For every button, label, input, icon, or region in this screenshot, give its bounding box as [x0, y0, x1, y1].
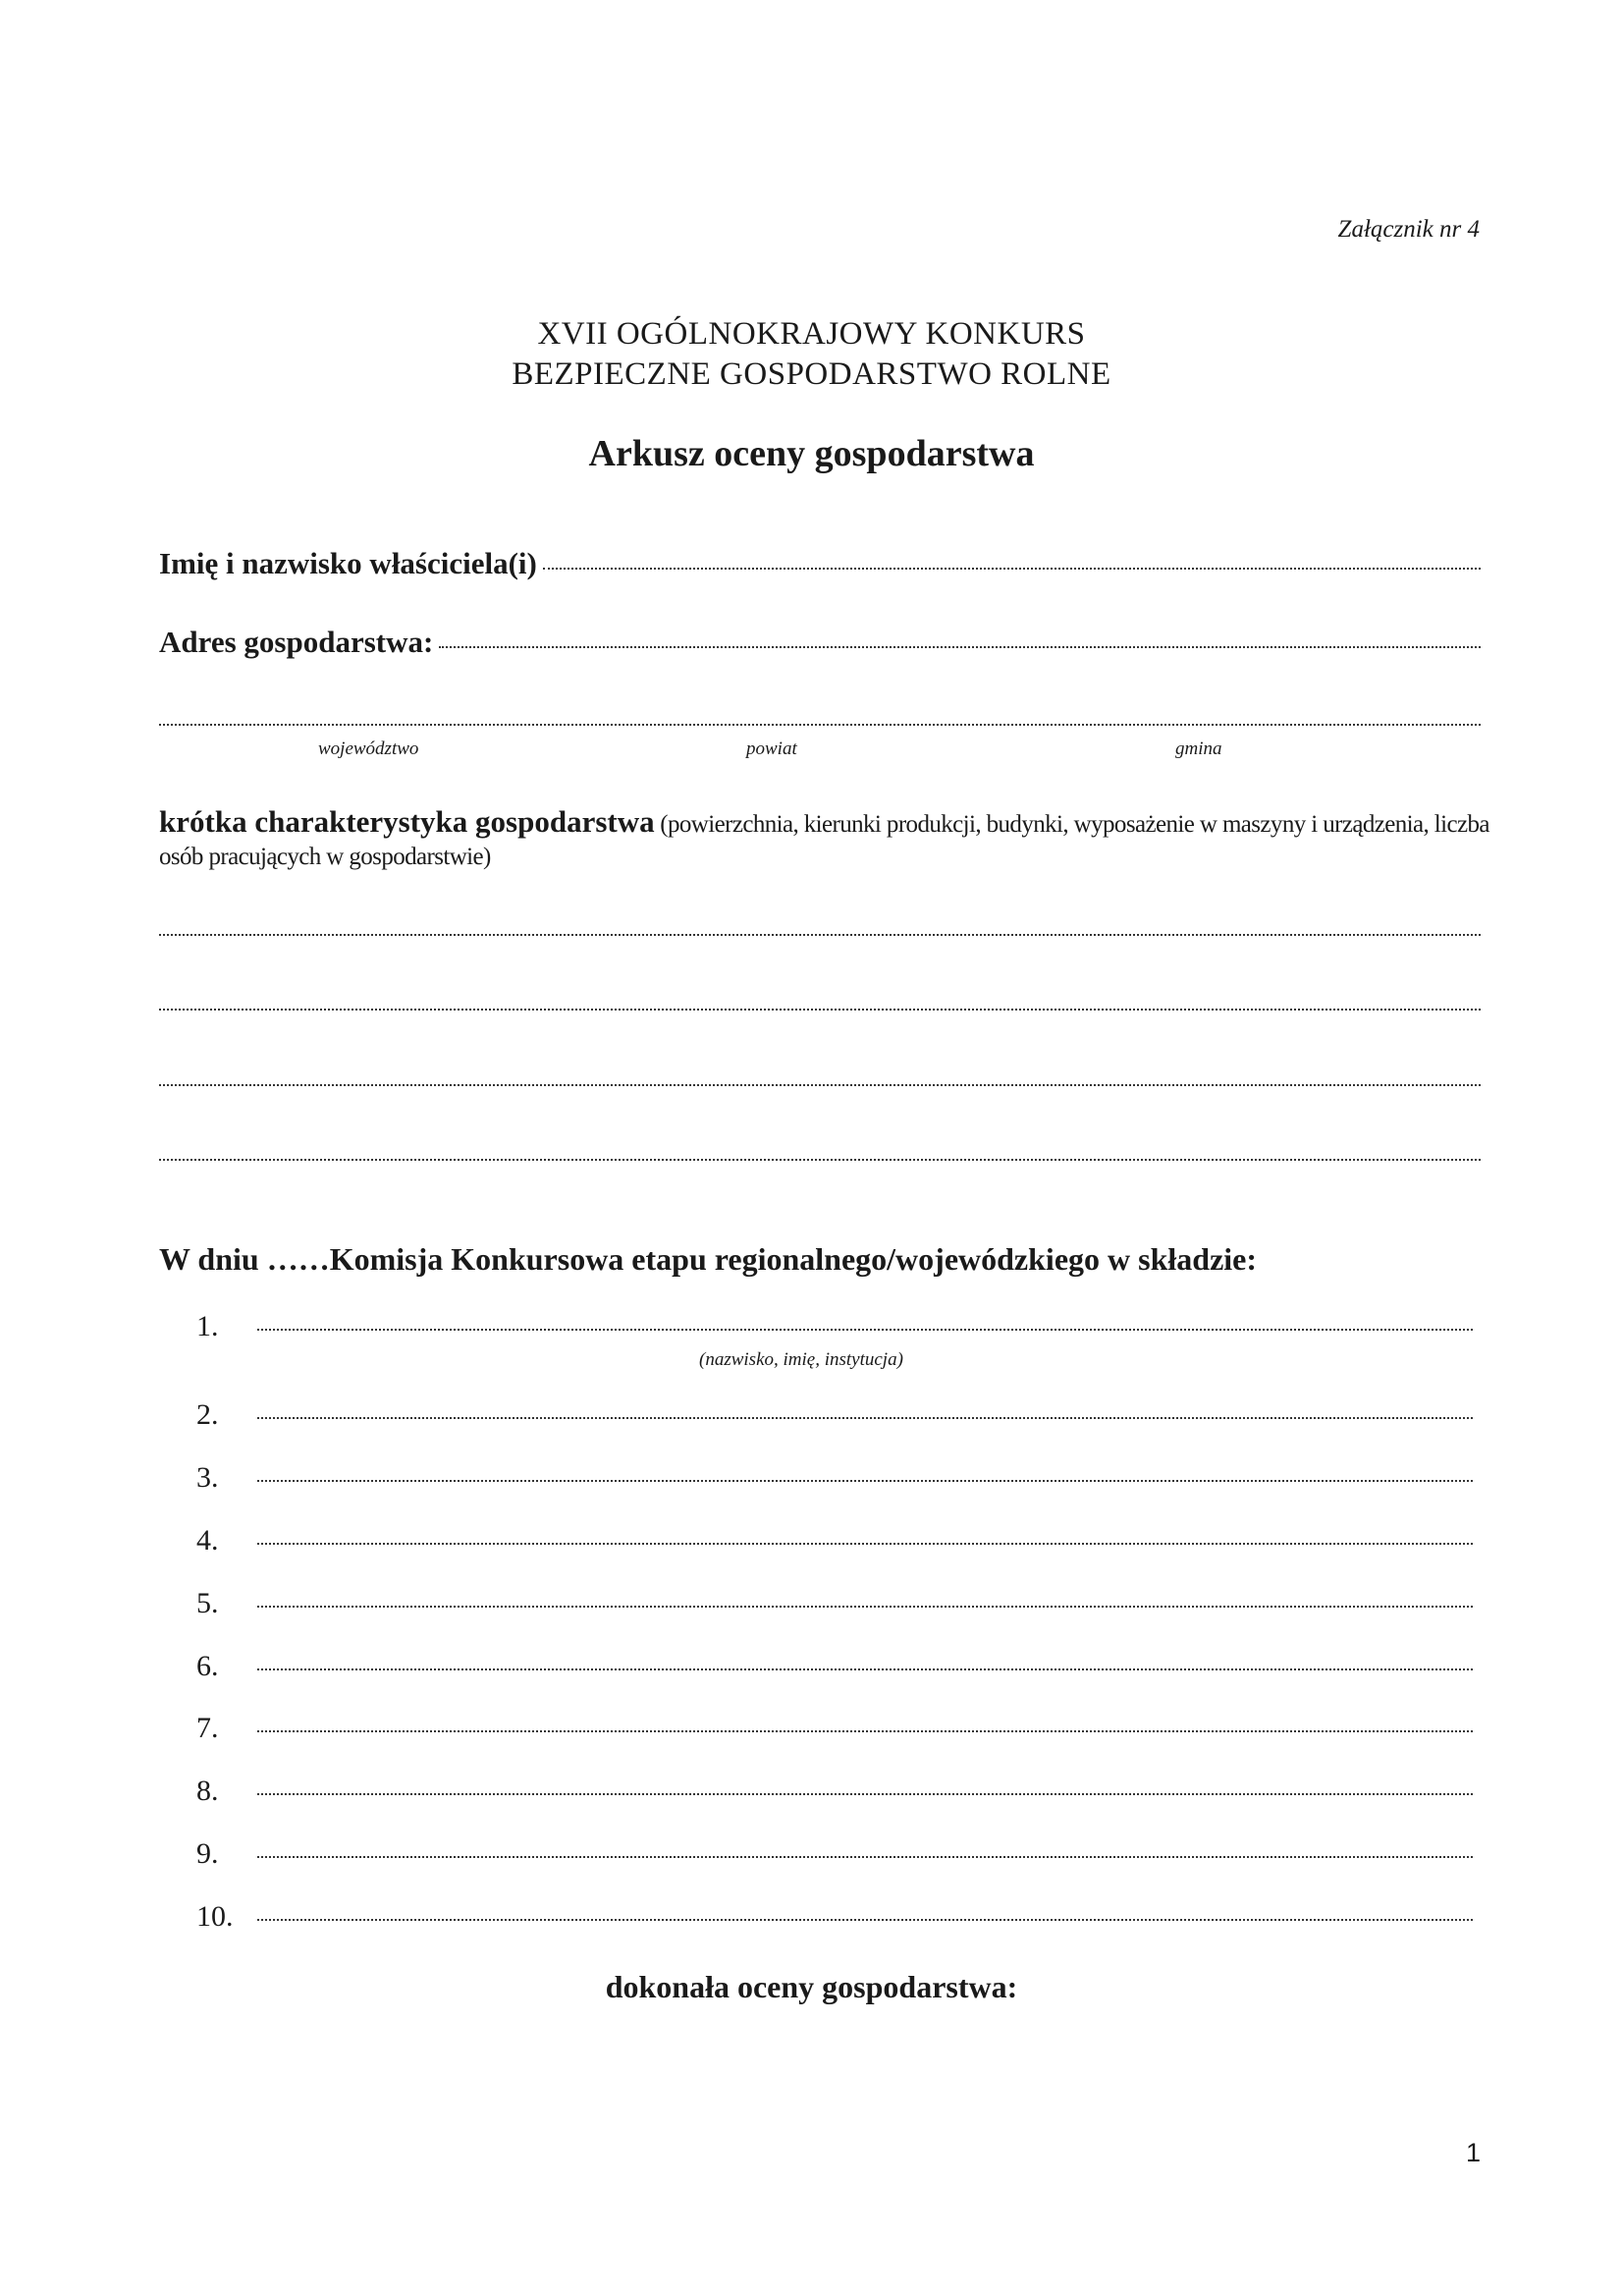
description-line-4[interactable]: [159, 1159, 1481, 1161]
description-heading: [159, 804, 1534, 875]
address-field[interactable]: [159, 625, 1481, 660]
member-line[interactable]: [257, 1480, 1473, 1482]
address-label: Adres gospodarstwa:: [159, 625, 434, 659]
member-row-9[interactable]: [196, 1837, 1473, 1871]
member-row-6[interactable]: [196, 1650, 1473, 1683]
member-number: 7.: [196, 1712, 219, 1744]
description-line-1[interactable]: [159, 934, 1481, 936]
member-row-4[interactable]: [196, 1524, 1473, 1558]
sub-gmina: gmina: [1175, 738, 1222, 759]
address-line-1[interactable]: [439, 646, 1481, 648]
member-number: 10.: [196, 1900, 234, 1933]
sub-powiat: powiat: [746, 738, 797, 759]
member-line[interactable]: [257, 1668, 1473, 1670]
member-number: 1.: [196, 1310, 219, 1342]
member-line[interactable]: [257, 1329, 1473, 1331]
description-details: (powierzchnia, kierunki produkcji, budynki, wyposażenie w maszyny i urządzenia, liczba osób pracujących w gospodarstwie): [159, 811, 1489, 870]
member-number: 6.: [196, 1650, 219, 1682]
member-row-7[interactable]: [196, 1712, 1473, 1745]
member-line[interactable]: [257, 1919, 1473, 1921]
conclusion-text: dokonała oceny gospodarstwa:: [605, 1969, 1018, 2004]
member-number: 5.: [196, 1587, 219, 1619]
description-line-2[interactable]: [159, 1009, 1481, 1011]
annex-label: Załącznik nr 4: [1337, 216, 1480, 243]
member-row-5[interactable]: [196, 1587, 1473, 1620]
page-number: 1: [1465, 2138, 1481, 2167]
sub-wojewodztwo: województwo: [318, 738, 419, 759]
member-number: 8.: [196, 1775, 219, 1807]
member-row-10[interactable]: [196, 1900, 1473, 1934]
description-line-3[interactable]: [159, 1084, 1481, 1086]
member-line[interactable]: [257, 1856, 1473, 1858]
member-row-2[interactable]: [196, 1398, 1473, 1432]
member-number: 2.: [196, 1398, 219, 1431]
member-row-1[interactable]: [196, 1310, 1473, 1343]
member-line[interactable]: [257, 1793, 1473, 1795]
owner-name-field[interactable]: [159, 546, 1481, 581]
member-line[interactable]: [257, 1543, 1473, 1545]
address-line-2[interactable]: [159, 724, 1481, 726]
title-line-2: BEZPIECZNE GOSPODARSTWO ROLNE: [512, 356, 1111, 392]
member-hint: (nazwisko, imię, instytucja): [699, 1349, 903, 1370]
member-row-3[interactable]: [196, 1461, 1473, 1495]
description-label: krótka charakterystyka gospodarstwa: [159, 804, 655, 839]
document-subtitle: Arkusz oceny gospodarstwa: [588, 433, 1035, 474]
owner-name-label: Imię i nazwisko właściciela(i): [159, 546, 537, 580]
member-line[interactable]: [257, 1730, 1473, 1732]
member-number: 9.: [196, 1837, 219, 1870]
commission-intro: W dniu ……Komisja Konkursowa etapu regionalnego/wojewódzkiego w składzie:: [159, 1241, 1258, 1277]
member-number: 4.: [196, 1524, 219, 1557]
member-line[interactable]: [257, 1606, 1473, 1608]
owner-name-line[interactable]: [543, 568, 1481, 570]
member-line[interactable]: [257, 1417, 1473, 1419]
member-number: 3.: [196, 1461, 219, 1494]
member-row-8[interactable]: [196, 1775, 1473, 1808]
title-line-1: XVII OGÓLNOKRAJOWY KONKURS: [537, 316, 1086, 352]
